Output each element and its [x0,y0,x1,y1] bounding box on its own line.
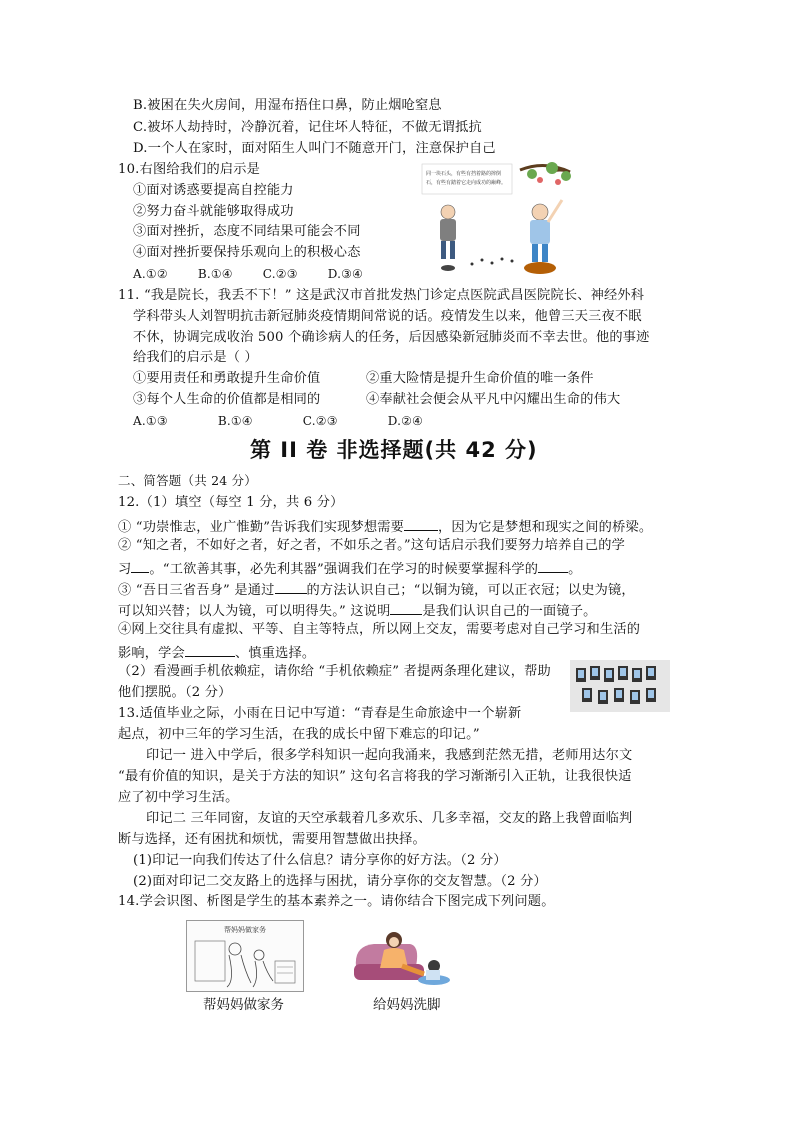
q12-line-3 [118,558,582,579]
q11-option-a: A.①③ [133,414,168,428]
q10-option-d: D.③④ [327,267,364,281]
q9-option-d: D.一个人在家时，面对陌生人叫门不随意开门，注意保护自己 [133,141,496,156]
q10-option-a: A.①② [133,267,168,281]
caption-washing-feet: 给妈妈洗脚 [373,997,441,1013]
q13-para2-line-1: 印记二 三年同窗，友谊的天空承载着几多欢乐、几多幸福，交友的路上我曾面临判 [146,811,633,826]
phone-people-illustration [570,660,670,712]
q12-text: 可以知兴替；以人为镜，可以明得失。” 这说明 [118,604,391,619]
q10-cartoon-image [420,160,575,280]
q12-text: ① “功崇惟志，业广惟勤”告诉我们实现梦想需要 [118,520,405,535]
answer-blank[interactable] [275,579,307,594]
q11-item-1: ①要用责任和勇敢提升生命价值 [133,371,321,386]
q12-line-5 [118,600,597,621]
q13-para1-line-2: “最有价值的知识，是关于方法的知识” 这句名言将我的学习渐渐引入正轨，让我很快适 [118,769,632,784]
q13-sub2: (2)面对印记二交友路上的选择与困扰，请分享你的交友智慧。（2 分） [133,874,547,889]
q9-option-c: C.被坏人劫持时，冷静沉着，记住坏人特征，不做无谓抵抗 [133,120,482,135]
answer-blank[interactable] [404,516,438,531]
answer-blank[interactable] [538,558,568,573]
q10-options [133,265,363,283]
q13-sub1: (1)印记一向我们传达了什么信息？请分享你的好方法。（2 分） [133,853,507,868]
q11-item-3: ③每个人生命的价值都是相同的 [133,392,321,407]
q12-line-4 [118,579,635,600]
washing-feet-picture [350,926,456,988]
q12-text: 的方法认识自己；“以铜为镜，可以正衣冠；以史为镜， [306,583,635,598]
q10-option-c: C.②③ [262,267,298,281]
q11-option-d: D.②④ [387,414,424,428]
q11-line: 11. “我是院长，我丢不下！” 这是武汉市首批发热门诊定点医院武昌医院院长、神经外科 [118,288,645,303]
q10-item: ①面对诱惑要提高自控能力 [133,183,294,198]
q10-option-b: B.①④ [197,267,233,281]
q11-line: 不休，协调完成收治 500 个确诊病人的任务，后因感染新冠肺炎而不幸去世。他的事迹 [133,330,650,345]
q10-stem: 10.右图给我们的启示是 [118,162,261,177]
q13-line-1: 13.适值毕业之际，小雨在日记中写道：“青春是生命旅途中一个崭新 [118,706,522,721]
q12-text: 。 [568,562,582,577]
washing-feet-illustration [350,926,456,988]
caption-housework: 帮妈妈做家务 [203,997,284,1013]
phone-dependency-cartoon [570,660,670,712]
q12-line-1 [118,516,652,537]
answer-blank[interactable] [185,642,235,657]
q13-para2-line-2: 断与选择，还有困扰和烦忧，需要用智慧做出抉择。 [118,832,426,847]
q12-line-2: ② “知之者，不如好之者，好之者，不如乐之者。”这句话启示我们要努力培养自己的学 [118,538,626,553]
q10-item: ②努力奋斗就能够取得成功 [133,204,294,219]
q12-sub2-line-2: 他们摆脱。（2 分） [118,685,232,700]
q11-item-4: ④奉献社会便会从平凡中闪耀出生命的伟大 [366,392,621,407]
cartoon-caption-1: 同一块石头，有些有挡着路的摔倒 [426,171,502,177]
answer-blank[interactable] [131,558,149,573]
q11-item-2: ②重大险情是提升生命价值的唯一条件 [366,371,594,386]
picture-sign: 帮妈妈做家务 [224,926,266,934]
part-heading: 二、简答题（共 24 分） [118,473,257,488]
q13-para1-line-1: 印记一 进入中学后，很多学科知识一起向我涌来，我感到茫然无措，老师用达尔文 [146,748,633,763]
cartoon-illustration [420,160,575,280]
section-title: 第 II 卷 非选择题(共 42 分) [250,438,538,462]
q12-sub1-head: 12.（1）填空（每空 1 分，共 6 分） [118,495,344,510]
housework-picture [186,920,304,992]
q14-stem: 14.学会识图、析图是学生的基本素养之一。请你结合下图完成下列问题。 [118,894,555,909]
q13-line-2: 起点，初中三年的学习生活，在我的成长中留下难忘的印记。” [118,727,480,742]
q9-option-b: B.被困在失火房间，用湿布捂住口鼻，防止烟呛窒息 [133,98,442,113]
q11-options [133,412,423,430]
q12-text: 、慎重选择。 [234,646,316,661]
q12-text: 习 [118,562,132,577]
q11-option-b: B.①④ [217,414,253,428]
q12-text: 。“工欲善其事，必先利其器”强调我们在学习的时候要掌握科学的 [149,562,539,577]
q12-text: 影响，学会 [118,646,185,661]
q10-item: ④面对挫折要保持乐观向上的积极心态 [133,245,361,260]
q12-sub2-line-1: （2）看漫画手机依赖症，请你给 “手机依赖症” 者提两条理化建议，帮助 [118,664,551,679]
q11-line: 学科带头人刘智明抗击新冠肺炎疫情期间常说的话。疫情发生以来，他曾三天三夜不眠 [133,309,642,324]
answer-blank[interactable] [390,600,422,615]
q11-line: 给我们的启示是（ ） [133,350,258,365]
q11-option-c: C.②③ [302,414,338,428]
q12-line-7 [118,642,315,663]
q12-text: 是我们认识自己的一面镜子。 [422,604,597,619]
q12-text: ，因为它是梦想和现实之间的桥梁。 [438,520,653,535]
q12-text: ③ “吾日三省吾身” 是通过 [118,583,275,598]
housework-illustration [187,921,303,991]
q12-line-6: ④网上交往具有虚拟、平等、自主等特点，所以网上交友，需要考虑对自己学习和生活的 [118,622,641,637]
cartoon-caption-2: 石，有些有踏着它走向成功的巅峰。 [426,180,507,186]
q13-para1-line-3: 应了初中学习生活。 [118,790,239,805]
q10-item: ③面对挫折，态度不同结果可能会不同 [133,224,361,239]
